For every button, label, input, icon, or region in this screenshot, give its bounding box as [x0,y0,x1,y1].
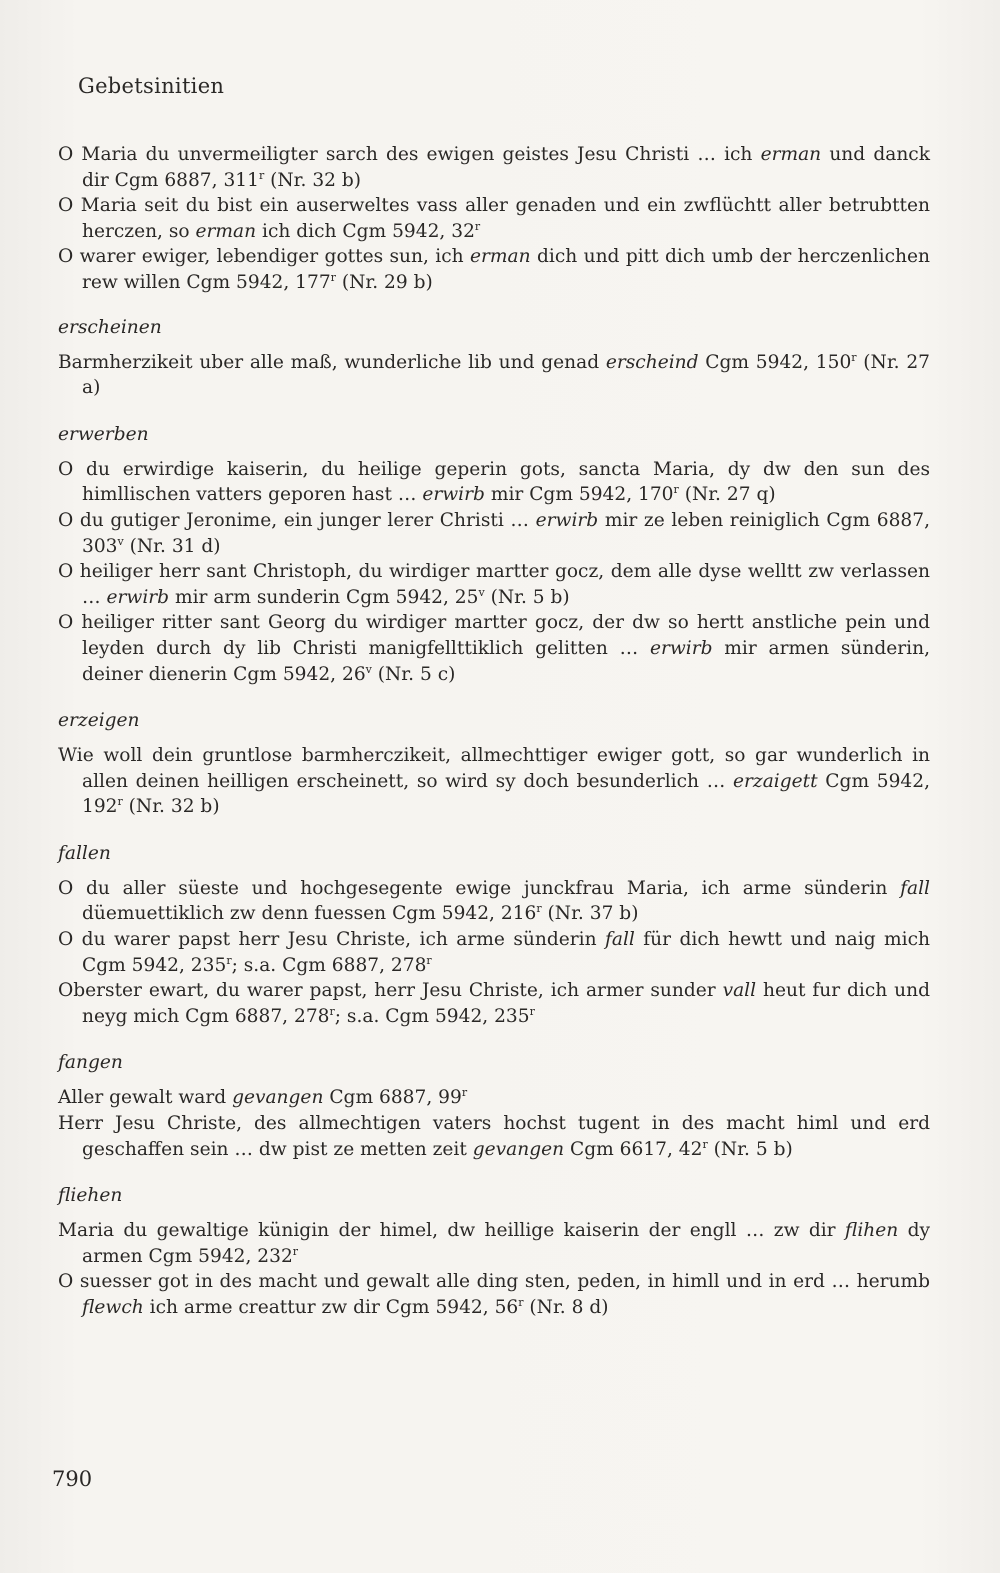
keyword-form: erwirb [106,586,170,608]
entry-text: mir ze leben reiniglich Cgm 6887, 303 [82,509,930,557]
keyword-heading: fallen [58,842,111,864]
entry-text: ; s.a. Cgm 6887, 278 [231,954,427,976]
prayer-entry [58,559,930,610]
folio-side: v [365,662,372,676]
folio-side: r [673,483,679,497]
entry-text: O heiliger herr sant Christoph, du wirdiger martter gocz, dem alle dyse welltt zw verlassen … [58,561,930,608]
entry-text: Aller gewalt ward [58,1087,233,1109]
keyword-form: vall [722,980,757,1002]
entry-text: düemuettiklich zw denn fuessen Cgm 5942, 216 [82,903,537,925]
entry-text: O suesser got in des macht und gewalt alle ding sten, peden, in himll und in erd … herumb [58,1271,930,1293]
entry-text: mir arm sunderin Cgm 5942, 25 [169,586,479,608]
prayer-entry [58,508,930,559]
folio-side: r [518,1295,524,1309]
entry-text: (Nr. 32 b) [122,796,220,818]
entry-text: O du aller süeste und hochgesegente ewige junckfrau Maria, ich arme sünderin [58,877,901,899]
folio-side: r [426,953,432,967]
entry-text: (Nr. 31 d) [123,535,221,557]
keyword-form: fall [900,877,930,899]
folio-side: r [702,1137,708,1151]
keyword-form: erman [470,246,531,268]
entry-text: Cgm 6617, 42 [564,1138,703,1160]
folio-side: r [117,795,123,809]
keyword-form: erman [760,144,822,165]
entry-text: für dich hewtt und naig mich Cgm 5942, 235 [82,929,931,976]
folio-side: r [461,1086,468,1100]
folio-side: r [258,168,265,182]
entry-text: Cgm 5942, 192 [82,770,931,818]
prayer-entry [58,1111,930,1162]
keyword-form: gevangen [472,1138,565,1160]
keyword-heading: erwerben [58,423,149,445]
entry-text: (Nr. 37 b) [541,903,639,925]
prayer-entry [58,457,930,508]
keyword-heading: erzeigen [58,710,140,732]
prayer-entry [58,1085,930,1111]
entry-text: O du gutiger Jeronime, ein junger lerer Christi … [58,509,536,531]
entry-text: Cgm 6887, 99 [323,1087,462,1109]
entry-text: Oberster ewart, du warer papst, herr Jesu Christe, ich armer sunder [58,980,723,1002]
entry-text: O Maria du unvermeiligter sarch des ewigen geistes Jesu Christi … ich [58,144,761,165]
keyword-form: fall [604,929,635,951]
entry-text: mir Cgm 5942, 170 [484,484,674,506]
prayer-entry [58,142,930,193]
entry-text: (Nr. 5 b) [707,1138,793,1160]
keyword-heading: erscheinen [58,316,162,338]
folio-side: v [478,585,485,599]
entry-text: O Maria seit du bist ein auserweltes vass aller genaden und ein zwflüchtt aller betrubtten herczen, so [58,195,930,242]
keyword-form: erman [195,220,257,242]
keyword-form: erwirb [535,509,599,531]
entry-text: O du warer papst herr Jesu Christe, ich arme sünderin [58,929,605,951]
entry-text: O heiliger ritter sant Georg du wirdiger martter gocz, der dw so hertt anstliche pein und leyden durch dy lib Christi manigfellttiklich gelitten … [58,612,930,659]
prayer-entry [58,1218,930,1269]
entry-text: Barmherzikeit uber alle maß, wunderliche lib und genad [58,351,606,373]
folio-side: r [330,270,336,284]
prayer-entry [58,743,930,820]
keyword-form: flewch [82,1297,144,1318]
prayer-entry [58,193,930,244]
keyword-form: erscheind [605,351,699,373]
index-content [58,142,930,1321]
entry-text: Herr Jesu Christe, des allmechtigen vaters hochst tugent in des macht himl und erd geschaffen sein … dw pist ze metten zeit [58,1113,930,1160]
keyword-form: gevangen [232,1087,324,1109]
keyword-form: flihen [844,1220,899,1242]
prayer-entry [58,927,930,978]
prayer-entry [58,610,930,687]
folio-side: r [851,350,857,364]
entry-text: (Nr. 32 b) [264,169,362,191]
entry-text: O du erwirdige kaiserin, du heilige geperin gots, sancta Maria, dy dw den sun des himllischen vatters geporen hast … [58,458,930,506]
entry-text: Cgm 5942, 150 [698,351,852,373]
entry-text: dy armen Cgm 5942, 232 [82,1220,930,1267]
entry-text: dich und pitt dich umb der herczenlichen rew willen Cgm 5942, 177 [82,246,930,293]
prayer-entry [58,876,930,927]
entry-text: (Nr. 27 q) [678,484,776,506]
running-head: Gebetsinitien [78,74,225,98]
folio-side: r [226,953,232,967]
prayer-entry [58,244,930,295]
folio-side: r [329,1004,335,1018]
keyword-heading: fliehen [58,1185,123,1207]
keyword-heading: fangen [58,1052,123,1074]
folio-side: r [292,1244,299,1258]
page-number: 790 [52,1467,93,1491]
entry-text: und danck dir Cgm 6887, 311 [82,144,930,191]
entry-text: ich arme creattur zw dir Cgm 5942, 56 [143,1297,519,1318]
entry-text: heut fur dich und neyg mich Cgm 6887, 278 [82,980,931,1027]
entry-text: O warer ewiger, lebendiger gottes sun, ich [58,246,470,268]
entry-text: (Nr. 5 b) [484,586,570,608]
keyword-form: erwirb [649,637,713,659]
keyword-form: erzaigett [733,770,818,792]
folio-side: r [474,219,481,233]
keyword-form: erwirb [422,484,485,506]
entry-text: Maria du gewaltige künigin der himel, dw heillige kaiserin der engll … zw dir [58,1220,845,1242]
prayer-entry [58,1269,930,1320]
entry-text: (Nr. 5 c) [371,663,456,685]
folio-side: v [117,534,124,548]
entry-text: ich dich Cgm 5942, 32 [256,220,475,242]
entry-text: (Nr. 27 a) [82,351,930,399]
folio-side: r [536,902,542,916]
folio-side: r [529,1004,535,1018]
entry-text: mir armen sünderin, deiner dienerin Cgm 5942, 26 [82,637,930,685]
prayer-entry [58,350,930,401]
entry-text: (Nr. 29 b) [335,271,433,293]
prayer-entry [58,978,930,1029]
entry-text: (Nr. 8 d) [523,1297,609,1318]
entry-text: ; s.a. Cgm 5942, 235 [334,1005,530,1027]
entry-text: Wie woll dein gruntlose barmherczikeit, allmechttiger ewiger gott, so gar wunderlich in allen deinen heilligen erscheinett, so wird sy doch besunderlich … [58,745,930,792]
